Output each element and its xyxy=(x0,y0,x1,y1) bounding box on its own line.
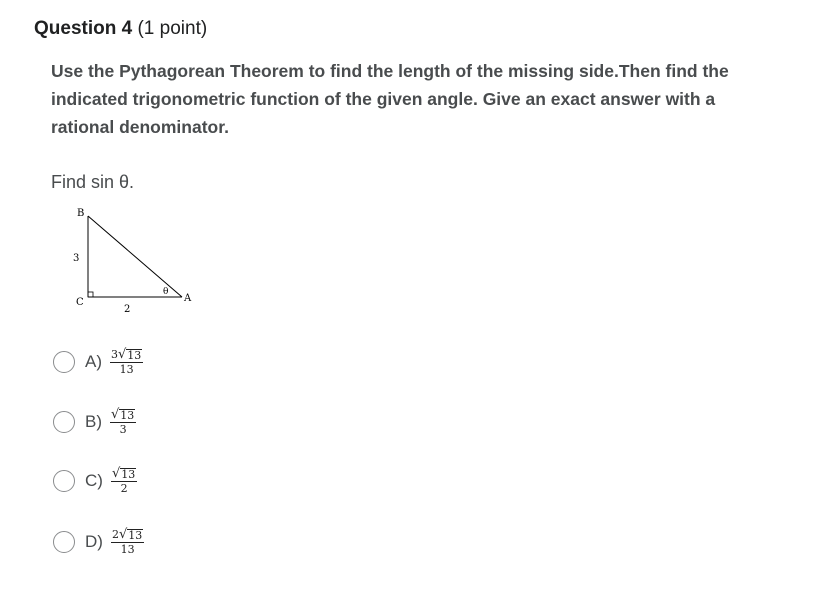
choice-d-radicand: 13 xyxy=(128,528,143,542)
question-prompt: Use the Pythagorean Theorem to find the length of the missing side.Then find the indicated trigonometric function of the given angle. Give an exact answer with a rational denominator. xyxy=(51,61,729,137)
choice-d-numerator xyxy=(111,526,144,543)
choice-a-denominator: 13 xyxy=(119,362,134,376)
choice-a[interactable] xyxy=(53,342,143,382)
choice-a-coefficient: 3 xyxy=(111,347,118,361)
choice-c-radio[interactable] xyxy=(53,470,75,492)
choice-c[interactable] xyxy=(53,461,137,501)
choice-b-letter: B) xyxy=(85,412,102,431)
side-bc-label: 3 xyxy=(73,253,80,264)
sqrt-icon: √ xyxy=(118,346,127,362)
choice-c-denominator: 2 xyxy=(120,481,128,495)
sqrt-icon: √ xyxy=(111,465,121,481)
choice-a-radicand: 13 xyxy=(127,348,142,362)
choice-a-numerator xyxy=(110,346,143,363)
choice-b-fraction xyxy=(110,406,136,436)
choice-b-numerator xyxy=(110,406,136,423)
choice-b[interactable] xyxy=(53,402,136,442)
right-angle-marker xyxy=(88,292,93,297)
choice-d-denominator: 13 xyxy=(120,542,135,556)
question-points: (1 point) xyxy=(137,18,208,39)
hypotenuse xyxy=(88,216,182,297)
choice-d-letter: D) xyxy=(85,532,103,551)
side-ca-label: 2 xyxy=(124,304,131,315)
question-header xyxy=(34,18,207,40)
choice-d[interactable] xyxy=(53,522,144,562)
choice-a-fraction xyxy=(110,346,143,376)
choice-d-fraction xyxy=(111,526,144,556)
vertex-b-label: B xyxy=(77,208,85,219)
angle-theta-label: θ xyxy=(163,287,169,297)
sqrt-icon: √ xyxy=(118,526,128,542)
vertex-c-label: C xyxy=(76,297,84,308)
choice-c-numerator xyxy=(111,465,137,482)
choice-b-denominator: 3 xyxy=(119,422,127,436)
choice-c-fraction xyxy=(111,465,137,495)
vertex-a-label: A xyxy=(184,293,192,304)
choice-d-radio[interactable] xyxy=(53,531,75,553)
right-triangle-figure xyxy=(60,200,210,320)
choice-b-radio[interactable] xyxy=(53,411,75,433)
find-instruction: Find sin θ. xyxy=(51,172,135,192)
choice-d-coefficient: 2 xyxy=(111,527,119,541)
sqrt-icon: √ xyxy=(111,406,120,422)
choice-c-radicand: 13 xyxy=(121,467,136,481)
choice-a-letter: A) xyxy=(85,352,102,371)
question-title: Question 4 xyxy=(34,18,133,39)
choice-b-radicand: 13 xyxy=(120,408,135,422)
choice-a-radio[interactable] xyxy=(53,351,75,373)
choice-c-letter: C) xyxy=(85,471,103,490)
